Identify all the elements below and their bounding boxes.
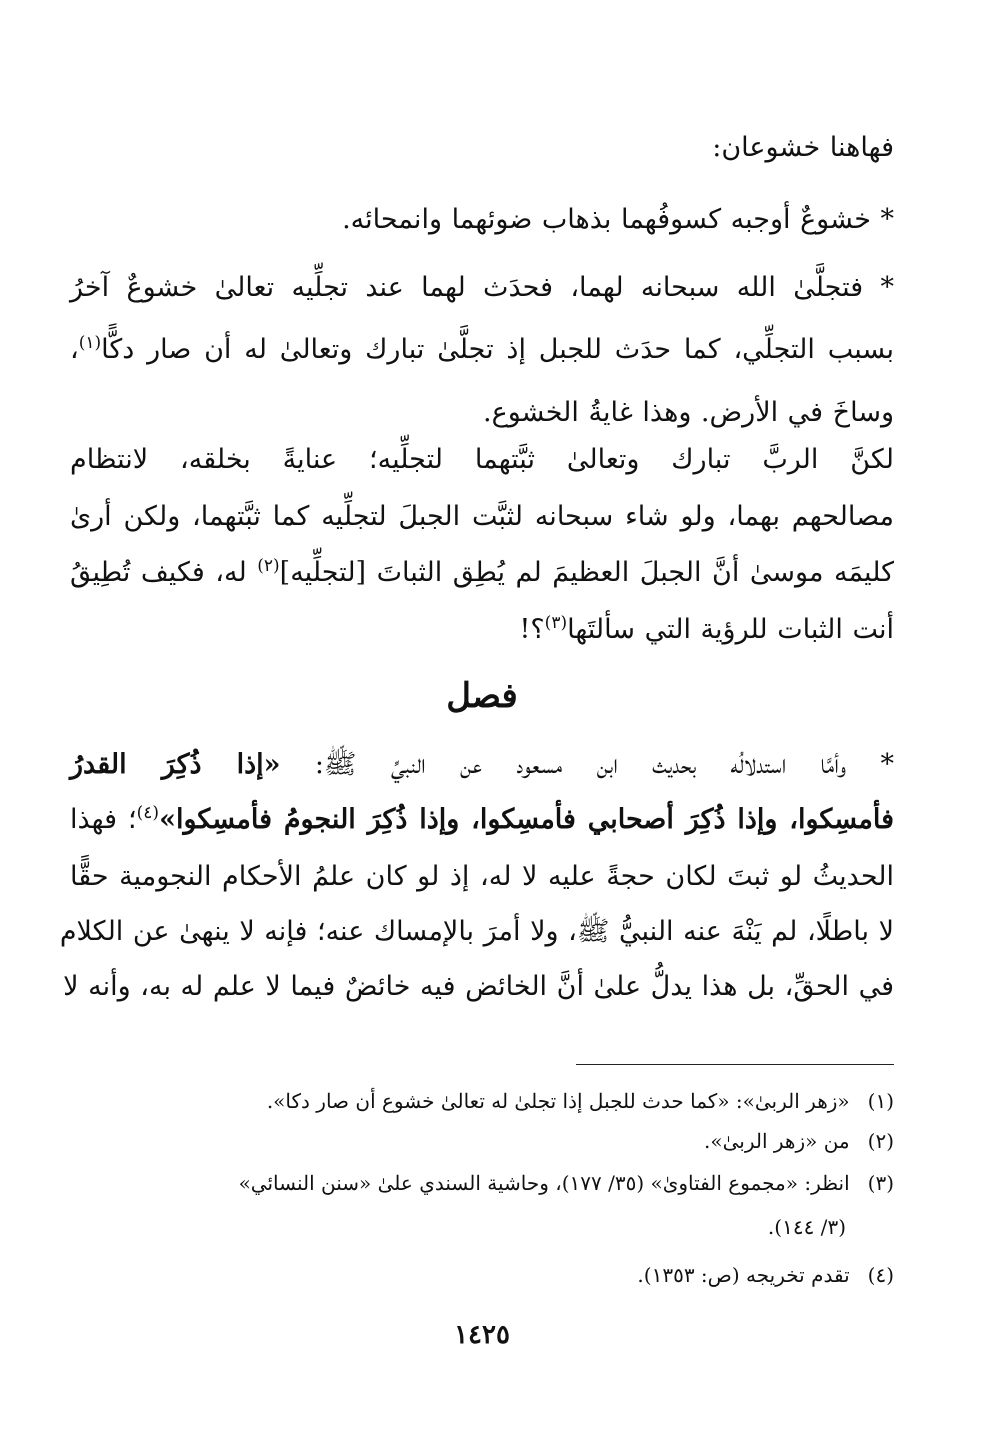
- footnote-divider: [576, 1064, 894, 1065]
- text-line: [70, 553, 894, 593]
- text-segment: كليمَه موسىٰ أنَّ الجبلَ العظيمَ لم يُطِق الثباتَ [لتجلِّيه]: [279, 557, 894, 588]
- footnote-number: (١): [867, 1089, 894, 1113]
- footnote: [70, 1168, 894, 1198]
- text-line: فهاهنا خشوعان:: [712, 132, 894, 163]
- text-segment: ؟!: [519, 614, 545, 645]
- section-heading: فصل: [446, 676, 518, 716]
- text-line: [70, 745, 894, 785]
- hadith-quote: فأمسِكوا، وإذا ذُكِرَ أصحابي فأمسِكوا، وإذا ذُكِرَ النجومُ فأمسِكوا»: [159, 804, 894, 835]
- footnote-marker: (٤): [136, 803, 160, 823]
- footnote-text: (٣/ ١٤٤).: [767, 1215, 846, 1239]
- footnote-number: (٢): [867, 1129, 894, 1153]
- text-segment: ،: [70, 334, 79, 365]
- footnote-number: (٣): [867, 1171, 894, 1195]
- text-segment: * وأمَّا استدلالُه بحديث ابن مسعود عن النبيِّ ﷺ:: [280, 749, 895, 780]
- footnote: [70, 1260, 894, 1290]
- text-segment: له، فكيف تُطِيقُ: [70, 557, 258, 588]
- text-line: * فتجلَّىٰ الله سبحانه لهما، فحدَث لهما عند تجلِّيه تعالىٰ خشوعٌ آخرُ: [70, 272, 894, 303]
- text-line: [70, 330, 894, 370]
- text-line: وساخَ في الأرض. وهذا غايةُ الخشوع.: [483, 397, 894, 428]
- footnote-number: (٤): [867, 1263, 894, 1287]
- text-line: في الحقِّ، بل هذا يدلُّ علىٰ أنَّ الخائض فيه خائضٌ فيما لا علم له به، وأنه لا: [63, 971, 894, 1002]
- footnote: [70, 1086, 894, 1116]
- footnote-text: من «زهر الربىٰ».: [703, 1129, 850, 1153]
- footnote: [70, 1126, 894, 1156]
- text-line: الحديثُ لو ثبتَ لكان حجةً عليه لا له، إذ لو كان علمُ الأحكام النجومية حقًّا: [70, 861, 894, 892]
- text-segment: ؛ فهذا: [70, 804, 137, 835]
- text-line: * خشوعٌ أوجبه كسوفُهما بذهاب ضوئهما وانمحائه.: [342, 204, 894, 235]
- footnote-text: «زهر الربىٰ»: «كما حدث للجبل إذا تجلىٰ له تعالىٰ خشوع أن صار دكا».: [266, 1089, 850, 1113]
- footnote-text: تقدم تخريجه (ص: ١٣٥٣).: [637, 1263, 850, 1287]
- text-line: لكنَّ الربَّ تبارك وتعالىٰ ثبَّتهما لتجلِّيه؛ عنايةً بخلقه، لانتظام: [70, 444, 894, 475]
- footnote-marker: (١): [78, 333, 102, 353]
- footnote-marker: (٢): [257, 556, 280, 576]
- footnote-continuation: [70, 1212, 894, 1242]
- page-number: ١٤٢٥: [454, 1320, 510, 1350]
- footnote-marker: (٣): [544, 613, 568, 633]
- footnote-text: انظر: «مجموع الفتاوىٰ» (٣٥/ ١٧٧)، وحاشية السندي علىٰ «سنن النسائي»: [238, 1171, 850, 1195]
- text-segment: أنت الثبات للرؤية التي سألتَها: [567, 614, 894, 645]
- text-line: [70, 800, 894, 840]
- page-body: [59, 0, 895, 1450]
- text-line: [70, 610, 894, 650]
- text-line: مصالحهم بهما، ولو شاء سبحانه لثبَّت الجبلَ لتجلِّيه كما ثبَّتهما، ولكن أرىٰ: [70, 501, 894, 532]
- hadith-quote: «إذا ذُكِرَ القدرُ: [70, 749, 281, 780]
- text-segment: بسبب التجلِّي، كما حدَث للجبل إذ تجلَّىٰ تبارك وتعالىٰ له أن صار دكًّا: [101, 334, 894, 365]
- text-line: لا باطلًا، لم يَنْهَ عنه النبيُّ ﷺ، ولا أمرَ بالإمساك عنه؛ فإنه لا ينهىٰ عن الكلام: [59, 916, 894, 947]
